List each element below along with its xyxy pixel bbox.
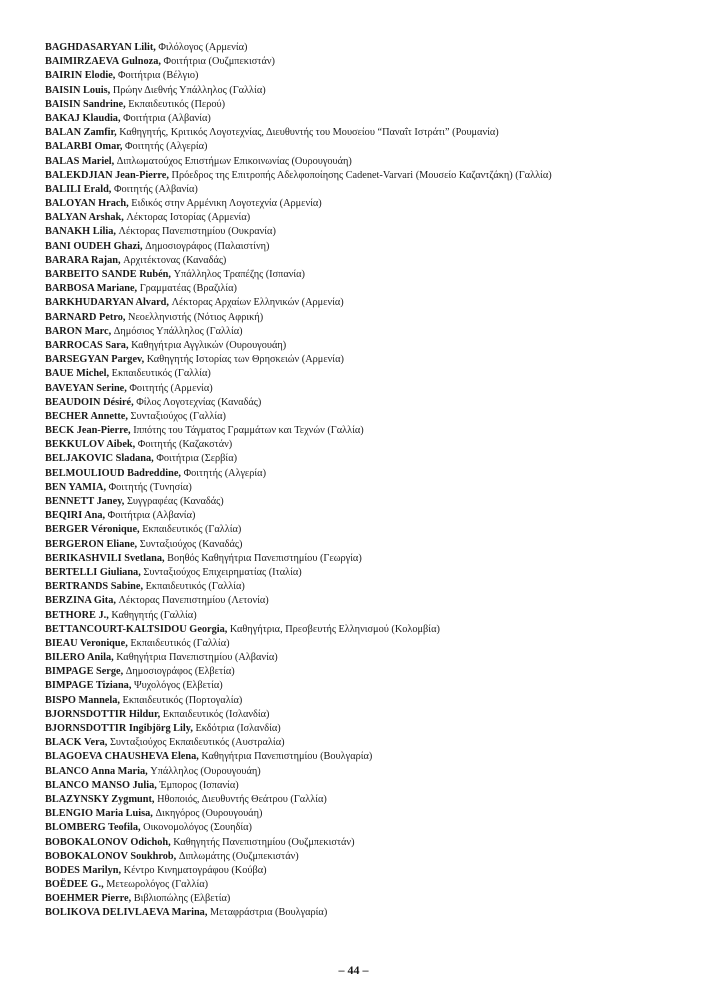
entry-name: BARROCAS Sara, bbox=[45, 339, 129, 351]
list-item bbox=[45, 580, 685, 594]
list-item bbox=[45, 424, 685, 438]
entry-description: Νεοελληνιστής (Νότιος Αφρική) bbox=[128, 311, 264, 323]
entry-name: BIMPAGE Tiziana, bbox=[45, 680, 132, 692]
entry-name: BEN YAMIA, bbox=[45, 481, 107, 493]
entry-description: Πρώην Διεθνής Υπάλληλος (Γαλλία) bbox=[112, 84, 266, 96]
entry-name: BOBOKALONOV Odichoh, bbox=[45, 836, 171, 848]
entry-description: Εκπαιδευτικός (Γαλλία) bbox=[130, 637, 230, 649]
entry-name: BLANCO Anna Maria, bbox=[45, 765, 148, 777]
list-item bbox=[45, 155, 685, 169]
list-item bbox=[45, 353, 685, 367]
list-item bbox=[45, 736, 685, 750]
list-item bbox=[45, 538, 685, 552]
entry-description: Εκπαιδευτικός (Γαλλία) bbox=[142, 524, 242, 536]
entry-description: Φίλος Λογοτεχνίας (Καναδάς) bbox=[136, 396, 262, 408]
entry-description: Φοιτητής (Καζακστάν) bbox=[137, 439, 233, 451]
list-item bbox=[45, 864, 685, 878]
list-item bbox=[45, 765, 685, 779]
entry-name: BARBOSA Mariane, bbox=[45, 283, 138, 295]
list-item bbox=[45, 169, 685, 183]
entry-description: Καθηγητής Πανεπιστημίου (Ουζμπεκιστάν) bbox=[173, 836, 355, 848]
entry-name: BLACK Vera, bbox=[45, 737, 108, 749]
list-item bbox=[45, 438, 685, 452]
entry-name: BAKAJ Klaudia, bbox=[45, 112, 121, 124]
entry-description: Συνταξιούχος (Καναδάς) bbox=[139, 538, 243, 550]
entry-description: Φοιτήτρια (Ουζμπεκιστάν) bbox=[163, 56, 275, 68]
list-item bbox=[45, 906, 685, 920]
list-item bbox=[45, 98, 685, 112]
entry-description: Διπλωματούχος Επιστήμων Επικοινωνίας (Ουρουγουάη) bbox=[116, 155, 352, 167]
entry-name: BARSEGYAN Pargev, bbox=[45, 354, 145, 366]
entry-description: Γραμματέας (Βραζιλία) bbox=[139, 283, 237, 295]
list-item bbox=[45, 665, 685, 679]
entry-name: BANAKH Lilia, bbox=[45, 226, 116, 238]
entry-name: BARNARD Petro, bbox=[45, 311, 126, 323]
entry-description: Φοιτητής (Τυνησία) bbox=[108, 481, 192, 493]
list-item bbox=[45, 296, 685, 310]
entry-description: Λέκτορας Ιστορίας (Αρμενία) bbox=[126, 212, 251, 224]
entry-name: BETHORE J., bbox=[45, 609, 109, 621]
page-number: – 44 – bbox=[338, 963, 369, 977]
list-item bbox=[45, 793, 685, 807]
entry-name: BALAS Mariel, bbox=[45, 155, 115, 167]
entry-name: BAGHDASARYAN Lilit, bbox=[45, 42, 156, 53]
entry-name: BALOYAN Hrach, bbox=[45, 198, 129, 210]
list-item bbox=[45, 112, 685, 126]
entry-name: BLAZYNSKY Zygmunt, bbox=[45, 793, 155, 805]
list-item bbox=[45, 452, 685, 466]
entry-description: Εκπαιδευτικός (Γαλλία) bbox=[111, 368, 211, 380]
entry-description: Πρόεδρος της Επιτροπής Αδελφοποίησης Cadenet-Varvari (Μουσείο Καζαντζάκη) (Γαλλία) bbox=[171, 169, 552, 181]
list-item bbox=[45, 722, 685, 736]
entry-description: Λέκτορας Αρχαίων Ελληνικών (Αρμενία) bbox=[171, 297, 344, 309]
entry-description: Καθηγήτρια Αγγλικών (Ουρουγουάη) bbox=[131, 339, 287, 351]
entry-description: Φοιτητής (Αλγερία) bbox=[183, 467, 266, 479]
entry-name: BENNETT Janey, bbox=[45, 496, 125, 507]
entry-description: Μεταφράστρια (Βουλγαρία) bbox=[209, 907, 328, 919]
list-item bbox=[45, 268, 685, 282]
entry-description: Βιβλιοπώλης (Ελβετία) bbox=[133, 893, 231, 905]
entry-description: Φιλόλογος (Αρμενία) bbox=[158, 42, 248, 53]
entry-description: Καθηγήτρια Πανεπιστημίου (Αλβανία) bbox=[116, 652, 278, 664]
list-item bbox=[45, 69, 685, 83]
entry-name: BERTRANDS Sabine, bbox=[45, 581, 144, 593]
entry-description: Αρχιτέκτονας (Καναδάς) bbox=[123, 254, 227, 266]
entry-name: BJORNSDOTTIR Hildur, bbox=[45, 708, 161, 720]
entry-name: BJORNSDOTTIR Ingibjörg Lily, bbox=[45, 723, 193, 734]
list-item bbox=[45, 637, 685, 651]
entry-description: Συγγραφέας (Καναδάς) bbox=[126, 496, 224, 507]
entry-description: Καθηγητής Ιστορίας των Θρησκειών (Αρμενία) bbox=[146, 354, 344, 366]
entry-name: BISPO Mannela, bbox=[45, 694, 120, 706]
entry-name: BERGERON Eliane, bbox=[45, 538, 138, 550]
entry-description: Υπάλληλος (Ουρουγουάη) bbox=[150, 765, 261, 777]
entry-name: BERIKASHVILI Svetlana, bbox=[45, 552, 165, 564]
entry-description: Δημοσιογράφος (Παλαιστίνη) bbox=[145, 240, 270, 252]
entry-description: Έμπορος (Ισπανία) bbox=[159, 779, 239, 791]
entry-name: BAVEYAN Serine, bbox=[45, 382, 127, 394]
entry-description: Μετεωρολόγος (Γαλλία) bbox=[106, 879, 209, 891]
list-item bbox=[45, 679, 685, 693]
list-item bbox=[45, 750, 685, 764]
entry-name: BELMOULIOUD Badreddine, bbox=[45, 467, 181, 479]
entry-description: Φοιτητής (Αλβανία) bbox=[113, 183, 198, 195]
entry-name: BERTELLI Giuliana, bbox=[45, 566, 141, 578]
list-item bbox=[45, 140, 685, 154]
entry-name: BODES Marilyn, bbox=[45, 864, 122, 876]
entry-name: BANI OUDEH Ghazi, bbox=[45, 240, 143, 252]
entry-name: BALEKDJIAN Jean-Pierre, bbox=[45, 169, 169, 181]
entry-name: BAIRIN Elodie, bbox=[45, 70, 116, 82]
entry-description: Καθηγήτρια Πανεπιστημίου (Βουλγαρία) bbox=[201, 751, 373, 763]
list-item bbox=[45, 892, 685, 906]
list-item bbox=[45, 410, 685, 424]
list-item bbox=[45, 481, 685, 495]
entry-description: Λέκτορας Πανεπιστημίου (Λετονία) bbox=[118, 595, 269, 607]
entry-description: Συνταξιούχος Επιχειρηματίας (Ιταλία) bbox=[143, 566, 302, 578]
list-item bbox=[45, 694, 685, 708]
list-item bbox=[45, 821, 685, 835]
list-item bbox=[45, 708, 685, 722]
list-item bbox=[45, 254, 685, 268]
entry-name: BETTANCOURT-KALTSIDOU Georgia, bbox=[45, 623, 228, 635]
entry-description: Καθηγητής, Κριτικός Λογοτεχνίας, Διευθυντής του Μουσείου “Παναΐτ Ιστράτι” (Ρουμανία) bbox=[119, 127, 499, 139]
list-item bbox=[45, 523, 685, 537]
list-item bbox=[45, 509, 685, 523]
entry-name: BALYAN Arshak, bbox=[45, 212, 124, 224]
entry-description: Συνταξιούχος (Γαλλία) bbox=[130, 410, 226, 422]
entry-description: Εκπαιδευτικός (Ισλανδία) bbox=[162, 708, 270, 720]
list-item bbox=[45, 467, 685, 481]
list-item bbox=[45, 396, 685, 410]
entry-description: Φοιτήτρια (Αλβανία) bbox=[107, 510, 196, 522]
entry-description: Συνταξιούχος Εκπαιδευτικός (Αυστραλία) bbox=[109, 737, 285, 749]
entry-description: Φοιτητής (Αρμενία) bbox=[129, 382, 213, 394]
entry-name: BOBOKALONOV Soukhrob, bbox=[45, 850, 177, 862]
entry-description: Οικονομολόγος (Σουηδία) bbox=[143, 822, 252, 834]
entry-name: BOLIKOVA DELIVLAEVA Marina, bbox=[45, 907, 208, 919]
entry-description: Φοιτήτρια (Βέλγιο) bbox=[117, 70, 199, 82]
entry-name: BEKKULOV Aibek, bbox=[45, 439, 136, 451]
entry-name: BAISIN Sandrine, bbox=[45, 98, 126, 110]
list-item bbox=[45, 807, 685, 821]
entry-name: BERGER Véronique, bbox=[45, 524, 140, 536]
list-item bbox=[45, 367, 685, 381]
entry-description: Ψυχολόγος (Ελβετία) bbox=[133, 680, 223, 692]
entry-name: BARBEITO SANDE Rubén, bbox=[45, 269, 171, 280]
entry-description: Ιππότης του Τάγματος Γραμμάτων και Τεχνών (Γαλλία) bbox=[133, 425, 364, 437]
name-list bbox=[45, 41, 685, 921]
entry-name: BELJAKOVIC Sladana, bbox=[45, 453, 154, 465]
entry-description: Υπάλληλος Τραπέζης (Ισπανία) bbox=[173, 269, 305, 280]
entry-description: Εκπαιδευτικός (Πορτογαλία) bbox=[122, 694, 243, 706]
list-item bbox=[45, 225, 685, 239]
entry-name: BECK Jean-Pierre, bbox=[45, 425, 131, 437]
entry-name: BAIMIRZAEVA Gulnoza, bbox=[45, 56, 161, 68]
list-item bbox=[45, 495, 685, 509]
list-item bbox=[45, 566, 685, 580]
entry-name: BLENGIO Maria Luisa, bbox=[45, 808, 153, 820]
entry-name: BALILI Erald, bbox=[45, 183, 112, 195]
entry-description: Ηθοποιός, Διευθυντής Θεάτρου (Γαλλία) bbox=[157, 793, 327, 805]
entry-name: BLOMBERG Teofila, bbox=[45, 822, 141, 834]
entry-description: Εκπαιδευτικός (Περού) bbox=[128, 98, 226, 110]
entry-description: Δημοσιογράφος (Ελβετία) bbox=[125, 666, 235, 678]
entry-description: Διπλωμάτης (Ουζμπεκιστάν) bbox=[178, 850, 299, 862]
entry-name: BAUE Michel, bbox=[45, 368, 110, 380]
entry-name: BARARA Rajan, bbox=[45, 254, 121, 266]
list-item bbox=[45, 850, 685, 864]
list-item bbox=[45, 878, 685, 892]
entry-name: BLAGOEVA CHAUSHEVA Elena, bbox=[45, 751, 199, 763]
list-item bbox=[45, 126, 685, 140]
list-item bbox=[45, 779, 685, 793]
list-item bbox=[45, 41, 685, 55]
list-item bbox=[45, 609, 685, 623]
entry-name: BLANCO MANSO Julia, bbox=[45, 779, 157, 791]
list-item bbox=[45, 311, 685, 325]
entry-description: Κέντρο Κινηματογράφου (Κούβα) bbox=[123, 864, 267, 876]
entry-description: Βοηθός Καθηγήτρια Πανεπιστημίου (Γεωργία) bbox=[167, 552, 362, 564]
list-item bbox=[45, 594, 685, 608]
list-item bbox=[45, 623, 685, 637]
entry-description: Καθηγητής (Γαλλία) bbox=[111, 609, 197, 621]
list-item bbox=[45, 211, 685, 225]
entry-description: Καθηγήτρια, Πρεσβευτής Ελληνισμού (Κολομβία) bbox=[229, 623, 440, 635]
entry-description: Εκδότρια (Ισλανδία) bbox=[195, 723, 281, 734]
list-item bbox=[45, 55, 685, 69]
entry-name: BAISIN Louis, bbox=[45, 84, 111, 96]
entry-name: BILERO Anila, bbox=[45, 652, 114, 664]
entry-description: Λέκτορας Πανεπιστημίου (Ουκρανία) bbox=[118, 226, 276, 238]
list-item bbox=[45, 651, 685, 665]
list-item bbox=[45, 382, 685, 396]
entry-name: BARKHUDARYAN Alvard, bbox=[45, 297, 169, 309]
entry-name: BOEHMER Pierre, bbox=[45, 893, 132, 905]
entry-description: Φοιτητής (Αλγερία) bbox=[125, 141, 208, 153]
entry-description: Εκπαιδευτικός (Γαλλία) bbox=[145, 581, 245, 593]
entry-description: Δημόσιος Υπάλληλος (Γαλλία) bbox=[113, 325, 243, 337]
entry-name: BEQIRI Ana, bbox=[45, 510, 106, 522]
entry-description: Ειδικός στην Αρμένικη Λογοτεχνία (Αρμενία) bbox=[131, 198, 322, 210]
entry-description: Φοιτήτρια (Σερβία) bbox=[156, 453, 238, 465]
entry-name: BERZINA Gita, bbox=[45, 595, 116, 607]
list-item bbox=[45, 183, 685, 197]
list-item bbox=[45, 84, 685, 98]
entry-description: Δικηγόρος (Ουρουγουάη) bbox=[155, 808, 263, 820]
entry-description: Φοιτήτρια (Αλβανία) bbox=[123, 112, 211, 124]
list-item bbox=[45, 836, 685, 850]
entry-name: BIEAU Veronique, bbox=[45, 637, 128, 649]
list-item bbox=[45, 339, 685, 353]
list-item bbox=[45, 325, 685, 339]
list-item bbox=[45, 552, 685, 566]
list-item bbox=[45, 197, 685, 211]
list-item bbox=[45, 240, 685, 254]
entry-name: BIMPAGE Serge, bbox=[45, 666, 124, 678]
entry-name: BALARBI Omar, bbox=[45, 141, 123, 153]
entry-name: BARON Marc, bbox=[45, 325, 112, 337]
list-item bbox=[45, 282, 685, 296]
entry-name: BOËDEE G., bbox=[45, 879, 104, 891]
entry-name: BALAN Zamfir, bbox=[45, 127, 117, 139]
entry-name: BEAUDOIN Désiré, bbox=[45, 396, 134, 408]
entry-name: BECHER Annette, bbox=[45, 410, 128, 422]
